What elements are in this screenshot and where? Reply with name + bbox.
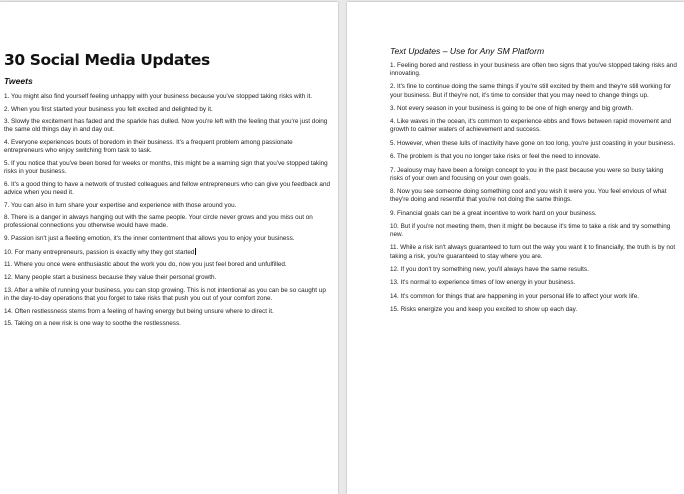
text-update-paragraph: 13. It's normal to experience times of low energy in your business. — [390, 279, 576, 287]
tweet-paragraph: 6. It's a good thing to have a network of trusted colleagues and fellow entrepreneurs who can give you feedback and advice when you need it. — [4, 180, 331, 196]
tweet-text: 10. For many entrepreneurs, passion is exactly why they got started — [4, 248, 195, 256]
tweet-paragraph: 13. After a while of running your business, you can stop growing. This is not intentional as you can be so caught up in the day-to-day operations that you forget to take risks that push you out of your comfort zone. — [4, 286, 326, 302]
text-update-paragraph: 9. Financial goals can be a great incentive to work hard on your business. — [390, 209, 597, 217]
tweet-paragraph: 5. If you notice that you've been bored for weeks or months, this might be a warning sign that you've stopped taking risks in your business. — [4, 159, 328, 176]
text-cursor — [195, 248, 196, 255]
text-update-paragraph: 1. Feeling bored and restless in your business are often two signs that you've stopped taking risks and innovating. — [390, 62, 677, 78]
tweet-paragraph: 1. You might also find yourself feeling unhappy with your business because you've stopped taking risks with it. — [4, 93, 313, 100]
tweet-paragraph: 2. When you first started your business you felt excited and delighted by it. — [4, 105, 213, 113]
section-heading-tweets: Tweets — [4, 76, 33, 86]
document-page-right[interactable] — [347, 2, 684, 494]
document-page-left[interactable] — [0, 2, 338, 494]
document-title: 30 Social Media Updates — [4, 51, 210, 69]
text-update-paragraph: 6. The problem is that you no longer take risks or feel the need to innovate. — [390, 153, 601, 161]
tweet-paragraph: 4. Everyone experiences bouts of boredom in their business. It's a frequent problem among passionate entrepreneurs who enjoy switching from task to task. — [4, 139, 293, 155]
text-update-paragraph: 8. Now you see someone doing something cool and you wish it were you. You feel envious of what they're doing and resentful that you're not doing the same things. — [390, 188, 667, 204]
tweet-paragraph: 12. Many people start a business because they value their personal growth. — [4, 274, 217, 282]
tweet-paragraph: 15. Taking on a new risk is one way to soothe the restlessness. — [4, 320, 181, 328]
tweet-paragraph: 14. Often restlessness stems from a feeling of having energy but being unsure where to direct it. — [4, 307, 274, 315]
text-update-paragraph: 10. But if you're not meeting them, then it might be because it's time to take a risk and try something new. — [390, 222, 671, 239]
text-update-paragraph: 7. Jealousy may have been a foreign concept to you in the past because you were so busy taking risks of your own and focusing on your own goals. — [390, 166, 664, 182]
tweet-paragraph: 11. Where you once were enthusiastic about the work you do, now you just feel bored and unfulfilled. — [4, 261, 287, 269]
tweet-paragraph-with-cursor[interactable] — [4, 248, 332, 257]
text-updates-list — [390, 62, 678, 314]
tweet-paragraph: 9. Passion isn't just a fleeting emotion, it's the inner contentment that allows you to enjoy your business. — [4, 234, 295, 242]
text-update-paragraph: 11. While a risk isn't always guaranteed to turn out the way you want it to financially, the truth is by not taking a risk, you're guaranteed to stay where you are. — [390, 244, 676, 260]
text-update-paragraph: 2. It's fine to continue doing the same things if you're still excited by them and they're still working for your business. But if they're not, it's time to consider that you may need to change things up. — [390, 83, 672, 99]
text-update-paragraph: 4. Like waves in the ocean, it's common to experience ebbs and flows between rapid movement and growth to calmer waters of achievement and success. — [390, 118, 672, 134]
text-update-paragraph: 14. It's common for things that are happening in your personal life to affect your work life. — [390, 292, 639, 300]
tweet-paragraph: 8. There is a danger in always hanging out with the same people. Your circle never grows and you miss out on professional connections you otherwise would have made. — [4, 214, 313, 230]
tweet-paragraph: 7. You can also in turn share your expertise and experience with those around you. — [4, 201, 237, 209]
text-update-paragraph: 12. If you don't try something new, you'll always have the same results. — [390, 265, 589, 273]
text-update-paragraph: 3. Not every season in your business is going to be one of high energy and big growth. — [390, 104, 633, 112]
section-heading-text-updates: Text Updates – Use for Any SM Platform — [390, 46, 545, 56]
tweets-list — [4, 93, 332, 328]
tweet-paragraph: 3. Slowly the excitement has faded and the sparkle has dulled. Now you're left with the feeling that you're just doing the same old things day in and day out. — [4, 118, 328, 134]
text-update-paragraph: 15. Risks energize you and keep you excited to show up each day. — [390, 306, 578, 314]
text-update-paragraph: 5. However, when these lulls of inactivity have gone on too long, you're just coasting in your business. — [390, 139, 676, 147]
